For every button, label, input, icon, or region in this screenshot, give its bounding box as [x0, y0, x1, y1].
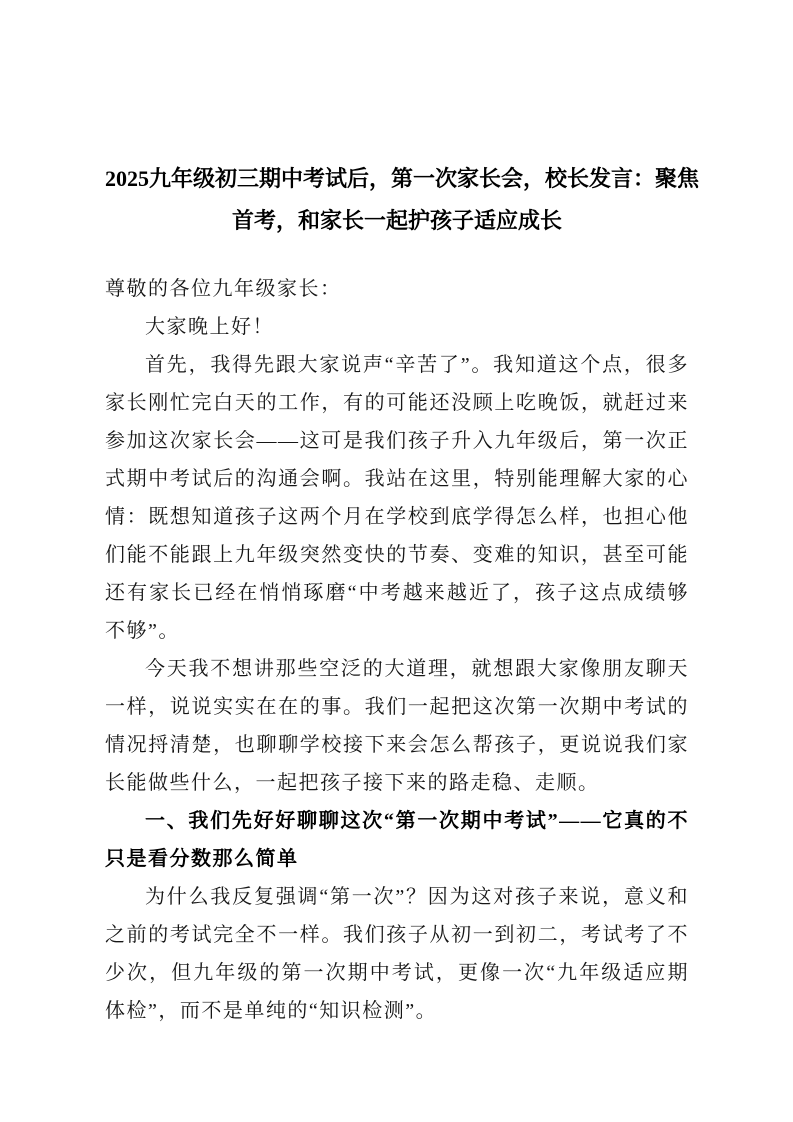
greeting-line: 大家晚上好！: [145, 316, 274, 338]
paragraph-first-exam-meaning: 为什么我反复强调“第一次”？因为这对孩子来说，意义和之前的考试完全不一样。我们孩子从初一到初二，考试考了不少次，但九年级的第一次期中考试，更像一次“九年级适应期体检”，而不是单纯的“知识检测”。: [105, 886, 689, 1022]
salutation-line: 尊敬的各位九年级家长：: [105, 278, 342, 300]
document-body: [105, 270, 689, 1030]
document-title-line-2: 首考，和家长一起护孩子适应成长: [231, 208, 562, 233]
document-title-line-1: 2025九年级初三期中考试后，第一次家长会，校长发言：聚焦: [105, 166, 700, 191]
paragraph-opening-thanks: 首先，我得先跟大家说声“辛苦了”。我知道这个点，很多家长刚忙完白天的工作，有的可能还没顾上吃晚饭，就赶过来参加这次家长会——这可是我们孩子升入九年级后，第一次正式期中考试后的沟通会啊。我站在这里，特别能理解大家的心情：既想知道孩子这两个月在学校到底学得怎么样，也担心他们能不能跟上九年级突然变快的节奏、变难的知识，甚至可能还有家长已经在悄悄琢磨“中考越来越近了，孩子这点成绩够不够”。: [105, 354, 689, 642]
paragraph-meeting-purpose: 今天我不想讲那些空泛的大道理，就想跟大家像朋友聊天一样，说说实实在在的事。我们一起把这次第一次期中考试的情况捋清楚，也聊聊学校接下来会怎么帮孩子，更说说我们家长能做些什么，一起把孩子接下来的路走稳、走顺。: [105, 658, 689, 794]
section-heading-1: 一、我们先好好聊聊这次“第一次期中考试”——它真的不只是看分数那么简单: [105, 810, 689, 870]
document-title: [105, 158, 700, 242]
